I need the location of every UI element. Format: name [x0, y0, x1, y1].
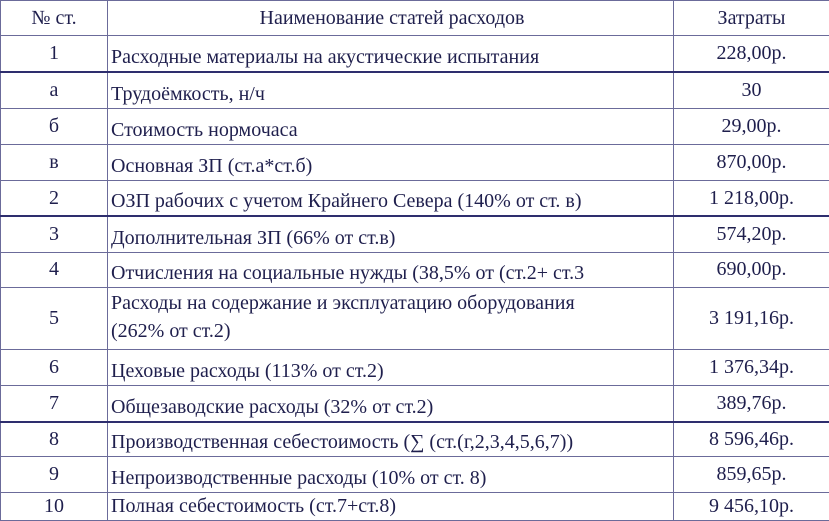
row-num: 4: [1, 252, 108, 287]
row-cost: 859,65р.: [674, 457, 829, 492]
table-row: [1, 216, 829, 252]
header-num: № ст.: [1, 1, 108, 36]
row-name: Непроизводственные расходы (10% от ст. 8): [108, 457, 674, 492]
header-row: [1, 1, 829, 36]
row-num: а: [1, 72, 108, 108]
row-name: Производственная себестоимость (∑ (ст.(г,2,3,4,5,6,7)): [108, 422, 674, 457]
table-row: [1, 492, 829, 520]
row-num: 8: [1, 422, 108, 457]
table-row: [1, 108, 829, 144]
row-num: 10: [1, 492, 108, 520]
table-row: [1, 349, 829, 385]
header-name: Наименование статей расходов: [108, 1, 674, 36]
row-name-line-2: (262% от ст.2): [111, 320, 231, 343]
row-cost: 3 191,16р.: [674, 288, 829, 349]
row-num: 9: [1, 457, 108, 492]
table-row: [1, 72, 829, 108]
row-name: Цеховые расходы (113% от ст.2): [108, 349, 674, 385]
table-row: [1, 36, 829, 72]
row-name: Расходные материалы на акустические испытания: [108, 36, 674, 72]
row-num: 5: [1, 288, 108, 349]
row-cost: 1 218,00р.: [674, 181, 829, 216]
table-row: [1, 181, 829, 216]
row-cost: 9 456,10р.: [674, 492, 829, 520]
row-cost: 870,00р.: [674, 145, 829, 181]
row-num: 2: [1, 181, 108, 216]
row-num: 1: [1, 36, 108, 72]
table-row: [1, 288, 829, 349]
table-row: [1, 457, 829, 492]
row-name: ОЗП рабочих с учетом Крайнего Севера (140% от ст. в): [108, 181, 674, 216]
row-cost: 29,00р.: [674, 108, 829, 144]
row-num: 7: [1, 385, 108, 421]
row-name: Полная себестоимость (ст.7+ст.8): [108, 492, 674, 520]
row-cost: 574,20р.: [674, 216, 829, 252]
row-cost: 30: [674, 72, 829, 108]
row-cost: 690,00р.: [674, 252, 829, 287]
row-name: [108, 288, 674, 349]
row-num: 3: [1, 216, 108, 252]
row-name: Отчисления на социальные нужды (38,5% от (ст.2+ ст.3: [108, 252, 674, 287]
row-num: 6: [1, 349, 108, 385]
row-cost: 389,76р.: [674, 385, 829, 421]
row-name: Общезаводские расходы (32% от ст.2): [108, 385, 674, 421]
row-name: Дополнительная ЗП (66% от ст.в): [108, 216, 674, 252]
row-num: б: [1, 108, 108, 144]
row-cost: 1 376,34р.: [674, 349, 829, 385]
table-row: [1, 385, 829, 421]
row-name-line-1: Расходы на содержание и эксплуатацию оборудования: [111, 292, 575, 315]
row-cost: 8 596,46р.: [674, 422, 829, 457]
row-name: Основная ЗП (ст.а*ст.б): [108, 145, 674, 181]
table-row: [1, 145, 829, 181]
row-name: Трудоёмкость, н/ч: [108, 72, 674, 108]
row-name: Стоимость нормочаса: [108, 108, 674, 144]
row-num: в: [1, 145, 108, 181]
table-row: [1, 422, 829, 457]
header-cost: Затраты: [674, 1, 829, 36]
table-row: [1, 252, 829, 287]
row-cost: 228,00р.: [674, 36, 829, 72]
